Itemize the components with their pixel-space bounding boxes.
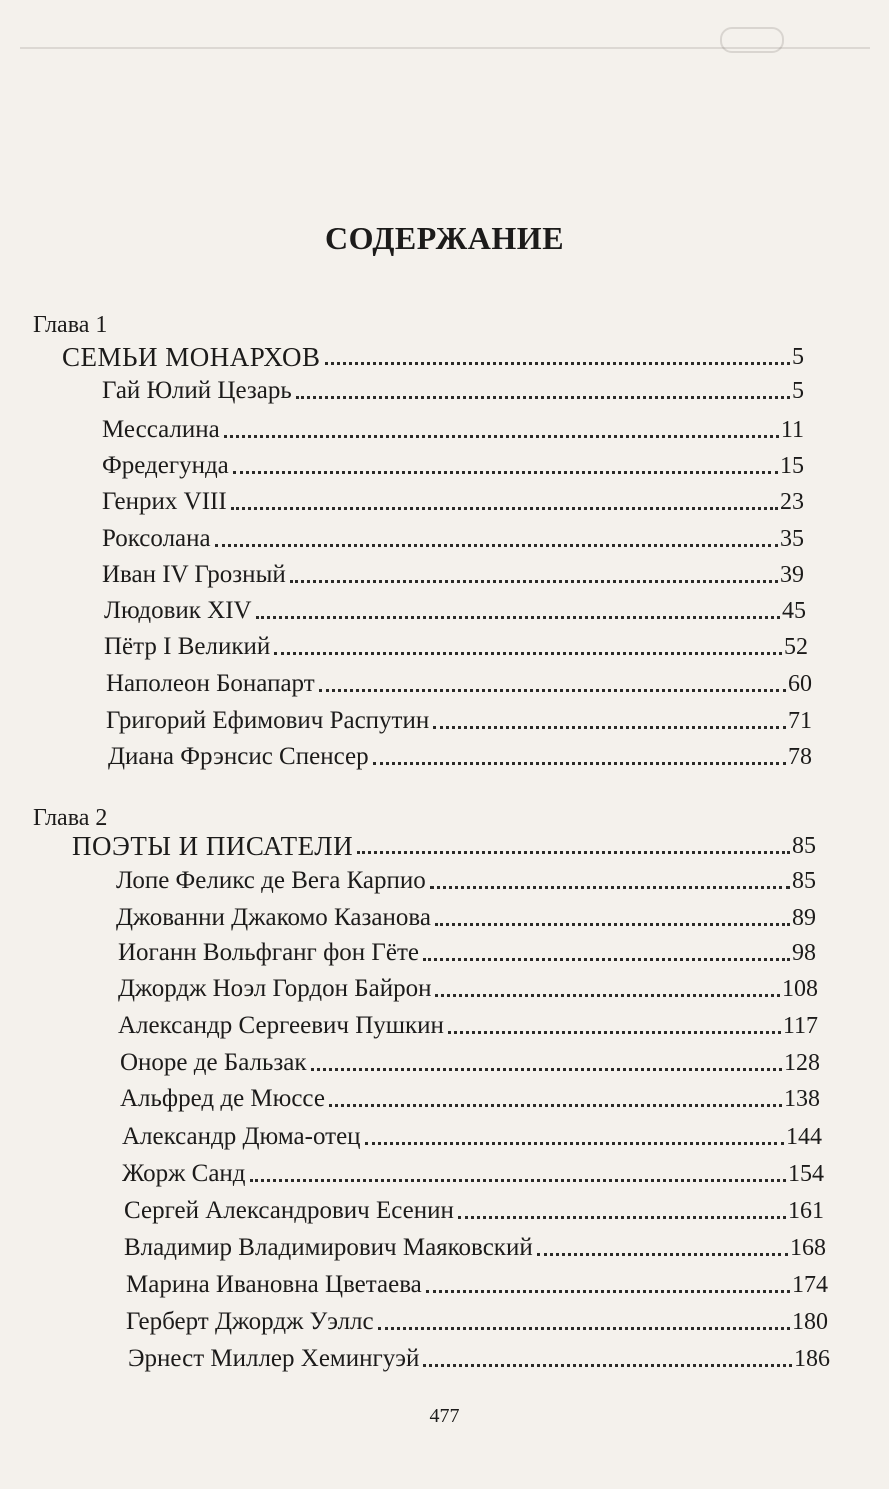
- dot-leader: [423, 1363, 792, 1367]
- dot-leader: [458, 1215, 786, 1219]
- toc-entry: [102, 370, 804, 406]
- dot-leader: [426, 1289, 790, 1293]
- page-number: 15: [780, 453, 804, 479]
- dot-leader: [296, 395, 790, 399]
- page-number: 5: [792, 344, 804, 370]
- toc-entry: [118, 1005, 818, 1041]
- page-number: 108: [782, 976, 818, 1002]
- chapter-1-label: Глава 1: [33, 312, 108, 338]
- entry-title: Диана Фрэнсис Спенсер: [108, 743, 369, 770]
- toc-entry: [124, 1227, 826, 1263]
- page-number-footer: 477: [429, 1405, 460, 1427]
- entry-title: Григорий Ефимович Распутин: [106, 707, 430, 734]
- toc-entry: [106, 663, 812, 699]
- page-number: 138: [784, 1086, 820, 1112]
- toc-entry: [102, 409, 804, 445]
- entry-title: Наполеон Бонапарт: [106, 670, 315, 697]
- entry-title: Иван IV Грозный: [102, 561, 286, 588]
- dot-leader: [430, 885, 790, 889]
- entry-title: Владимир Владимирович Маяковский: [124, 1234, 533, 1261]
- toc-entry: [120, 1078, 820, 1114]
- entry-title: Герберт Джордж Уэллс: [126, 1308, 374, 1335]
- dot-leader: [231, 506, 778, 510]
- section-title: СЕМЬИ МОНАРХОВ: [62, 342, 321, 372]
- page-number: 161: [788, 1198, 824, 1224]
- entry-title: Роксолана: [102, 525, 211, 552]
- page-number: 128: [784, 1050, 820, 1076]
- entry-title: Оноре де Бальзак: [120, 1049, 307, 1076]
- dot-leader: [537, 1252, 788, 1256]
- dot-leader: [433, 725, 786, 729]
- entry-title: Фредегунда: [102, 452, 229, 479]
- dot-leader: [290, 579, 778, 583]
- toc-entry: [102, 445, 804, 481]
- page-number: 71: [788, 708, 812, 734]
- toc-entry: [122, 1153, 824, 1189]
- dot-leader: [319, 688, 786, 692]
- dot-leader: [365, 1141, 784, 1145]
- chapter-2-label: Глава 2: [33, 805, 108, 831]
- dot-leader: [357, 850, 790, 854]
- dot-leader: [378, 1326, 790, 1330]
- page-number: 23: [780, 489, 804, 515]
- page-number: 117: [782, 1013, 818, 1039]
- entry-title: Джордж Ноэл Гордон Байрон: [118, 975, 432, 1002]
- dot-leader: [423, 957, 790, 961]
- page-number: 98: [792, 940, 816, 966]
- dot-leader: [373, 761, 786, 765]
- toc-entry: [124, 1190, 824, 1226]
- dot-leader: [311, 1067, 782, 1071]
- dot-leader: [250, 1178, 786, 1182]
- entry-title: Александр Дюма-отец: [122, 1123, 361, 1150]
- entry-title: Генрих VIII: [102, 488, 227, 515]
- page-number: 85: [792, 868, 816, 894]
- toc-entry: [128, 1338, 830, 1374]
- entry-title: Альфред де Мюссе: [120, 1085, 325, 1112]
- page-number: 168: [790, 1235, 826, 1261]
- dot-leader: [224, 434, 779, 438]
- page-number: 11: [780, 417, 804, 443]
- dot-leader: [233, 470, 778, 474]
- page-number: 154: [788, 1161, 824, 1187]
- page-number: 174: [792, 1272, 828, 1298]
- dot-leader: [435, 993, 780, 997]
- toc-entry: [102, 481, 804, 517]
- entry-title: Сергей Александрович Есенин: [124, 1197, 454, 1224]
- dot-leader: [256, 615, 780, 619]
- toc-entry: [106, 700, 812, 736]
- dot-leader: [329, 1103, 782, 1107]
- entry-title: Александр Сергеевич Пушкин: [118, 1012, 444, 1039]
- toc-entry: [118, 968, 818, 1004]
- section-title: ПОЭТЫ И ПИСАТЕЛИ: [72, 831, 354, 861]
- page-number: 85: [792, 833, 816, 859]
- toc-entry: [102, 554, 804, 590]
- entry-title: Марина Ивановна Цветаева: [126, 1271, 422, 1298]
- page-number: 5: [792, 378, 804, 404]
- toc-entry: [118, 932, 816, 968]
- dot-leader: [274, 651, 782, 655]
- toc-entry: [126, 1301, 828, 1337]
- page-number: 89: [792, 905, 816, 931]
- toc-entry: [108, 736, 812, 772]
- entry-title: Эрнест Миллер Хемингуэй: [128, 1345, 420, 1372]
- toc-entry: [116, 897, 816, 933]
- entry-title: Гай Юлий Цезарь: [102, 377, 292, 404]
- page-number: 39: [780, 562, 804, 588]
- dot-leader: [325, 361, 790, 365]
- entry-title: Мессалина: [102, 416, 220, 443]
- page-number: 45: [782, 598, 806, 624]
- toc-entry: [126, 1264, 828, 1300]
- page-number: 186: [794, 1346, 830, 1372]
- entry-title: Людовик XIV: [104, 597, 252, 624]
- header-rule: [20, 47, 870, 49]
- entry-title: Джованни Джакомо Казанова: [116, 904, 431, 931]
- dot-leader: [435, 922, 790, 926]
- toc-section-1: [62, 336, 804, 372]
- dot-leader: [215, 543, 778, 547]
- page-number: 35: [780, 526, 804, 552]
- entry-title: Иоганн Вольфганг фон Гёте: [118, 939, 419, 966]
- entry-title: Жорж Санд: [122, 1160, 246, 1187]
- toc-entry: [120, 1042, 820, 1078]
- toc-entry: [116, 860, 816, 896]
- page-number: 144: [786, 1124, 822, 1150]
- page-number: 78: [788, 744, 812, 770]
- page-number: 180: [792, 1309, 828, 1335]
- page-number: 60: [788, 671, 812, 697]
- entry-title: Лопе Феликс де Вега Карпио: [116, 867, 426, 894]
- toc-section-2: [72, 825, 816, 861]
- toc-entry: [104, 626, 808, 662]
- page-number: 52: [784, 634, 808, 660]
- toc-entry: [122, 1116, 822, 1152]
- entry-title: Пётр I Великий: [104, 633, 271, 660]
- toc-entry: [104, 590, 806, 626]
- header-ornament: [720, 27, 784, 53]
- toc-entry: [102, 518, 804, 554]
- dot-leader: [448, 1030, 781, 1034]
- page-title: СОДЕРЖАНИЕ: [324, 220, 565, 256]
